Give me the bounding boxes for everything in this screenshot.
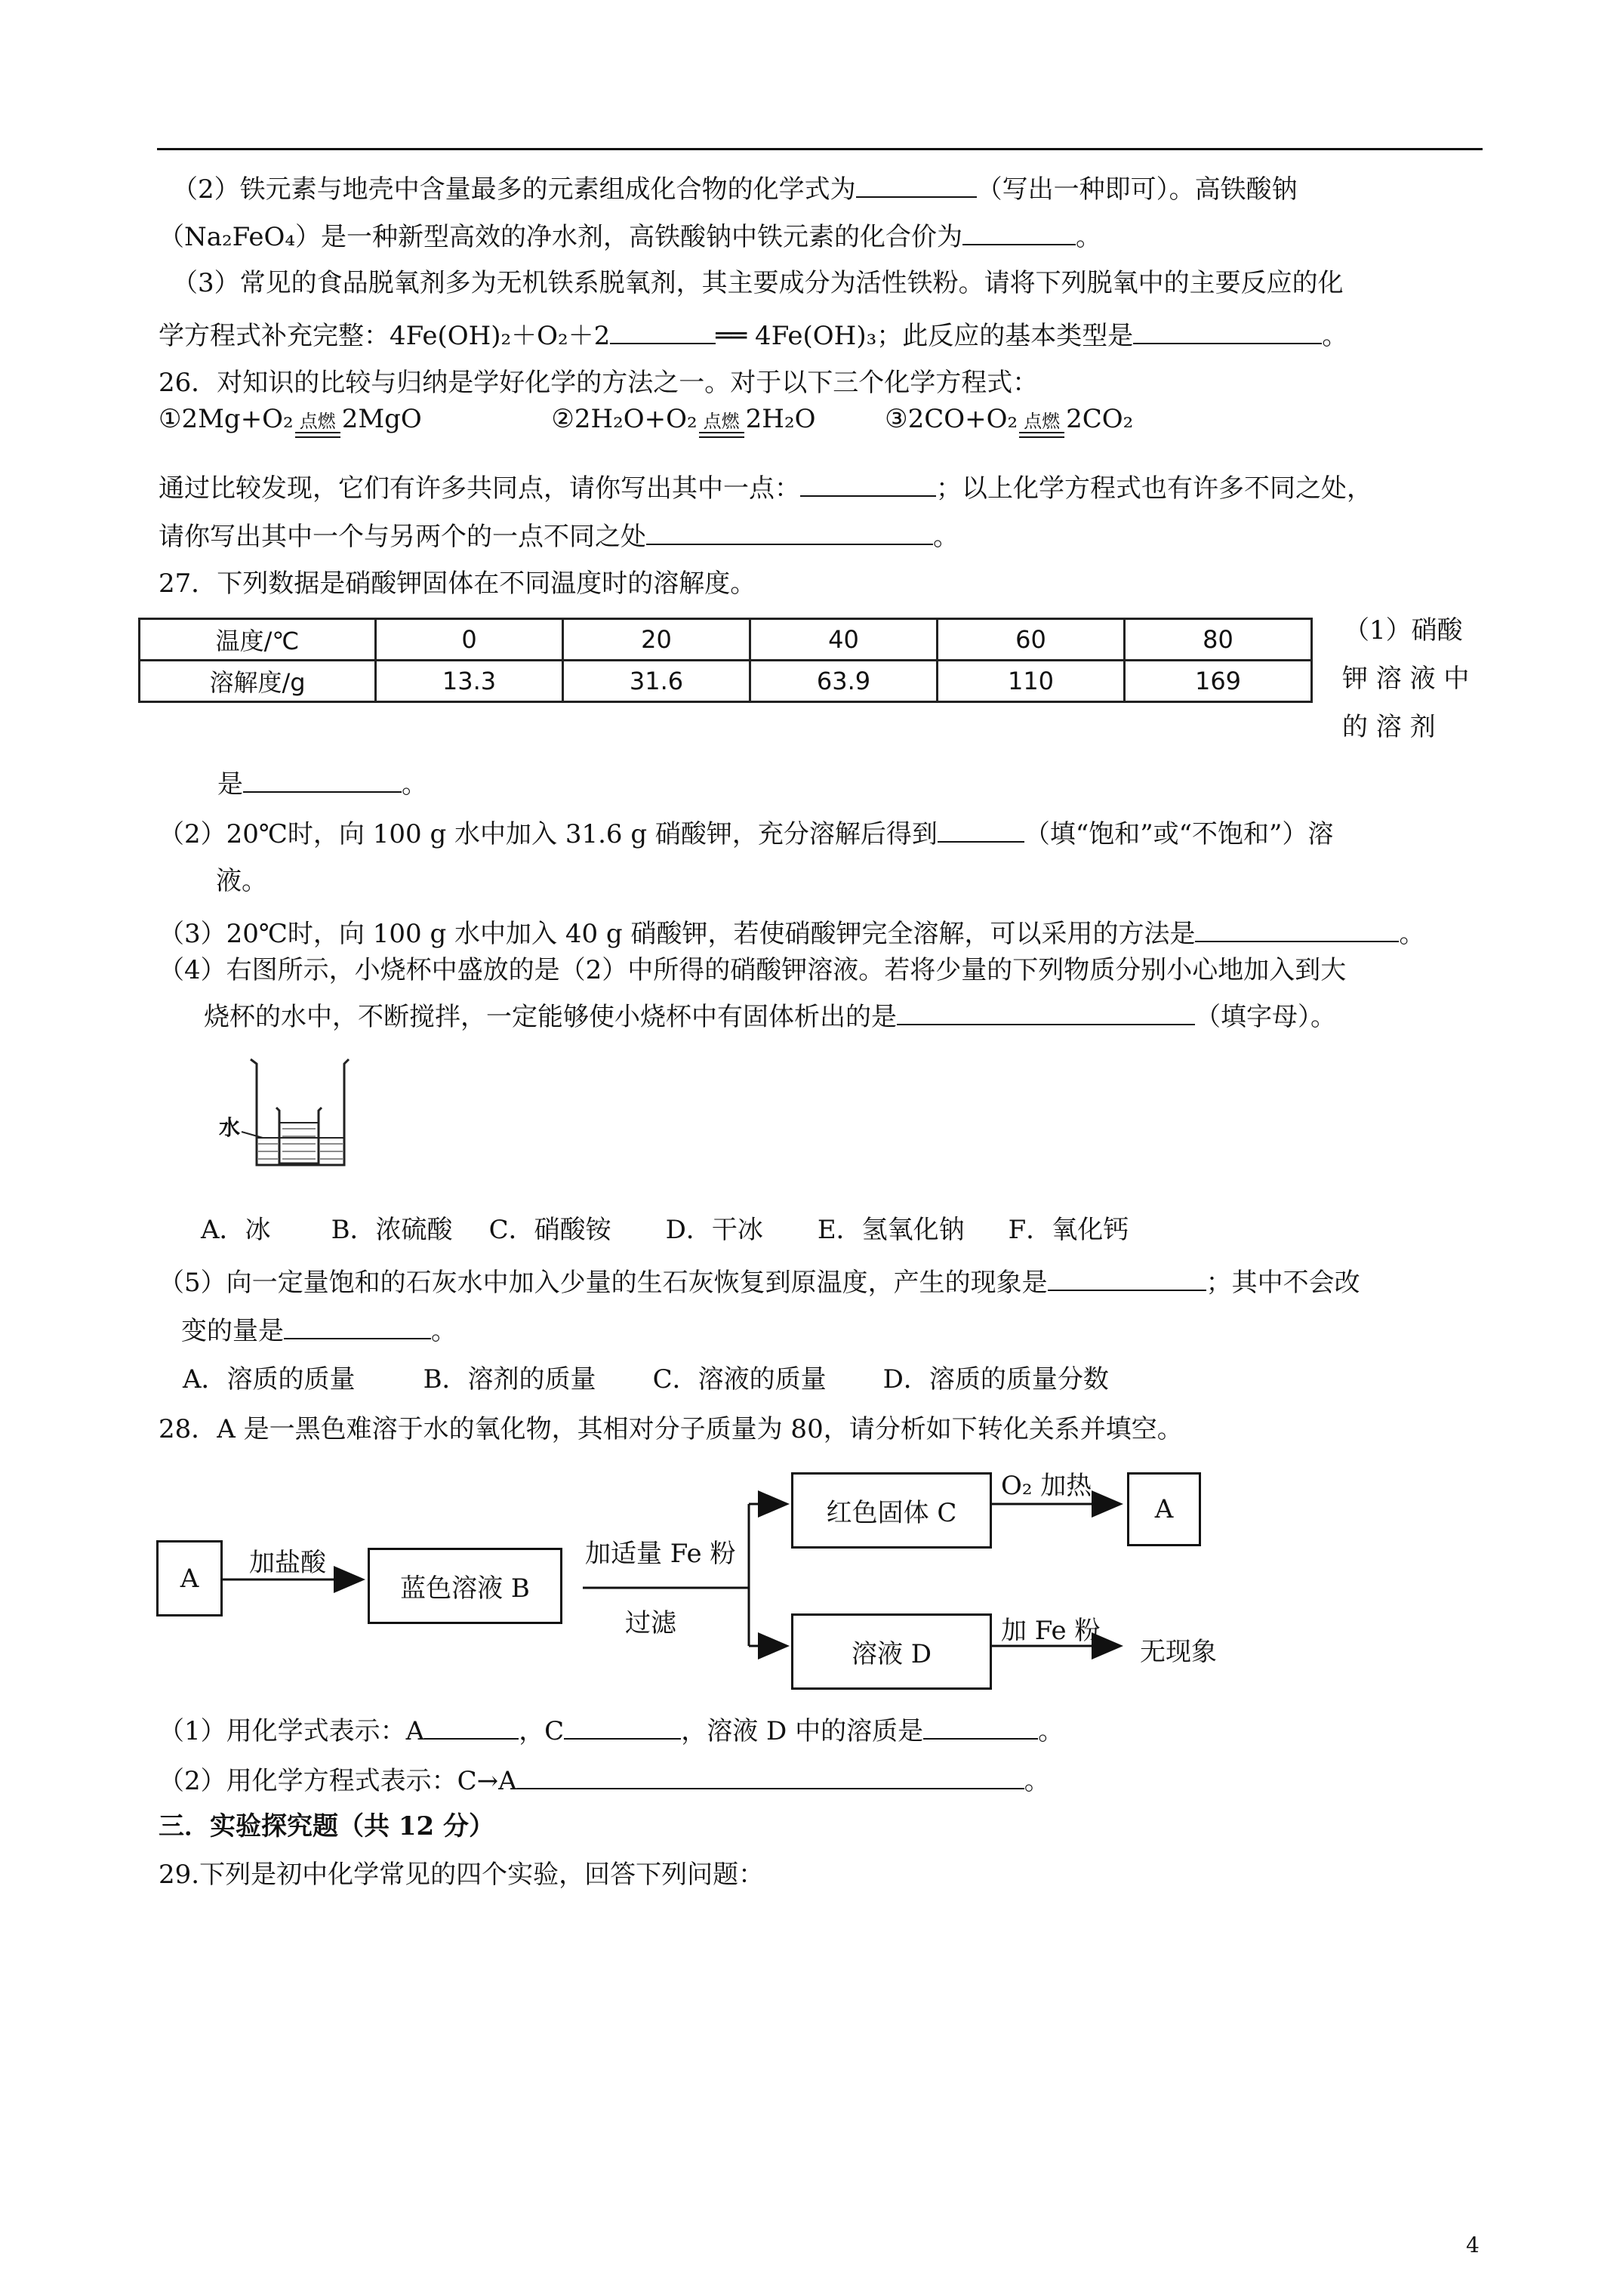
- flow-box-a: A: [156, 1540, 223, 1616]
- answer-blank[interactable]: [923, 1715, 1038, 1740]
- q27-intro: 27．下列数据是硝酸钾固体在不同温度时的溶解度。: [159, 569, 756, 599]
- table-cell: 63.9: [750, 661, 938, 702]
- flow-label-o2-heat: O₂ 加热: [1001, 1471, 1092, 1501]
- q28-p2: （2）用化学方程式表示：C→A 。: [159, 1766, 1050, 1796]
- flow-box-d: 溶液 D: [791, 1613, 992, 1690]
- q26-line3: 通过比较发现，它们有许多共同点，请你写出其中一点： ；以上化学方程式也有许多不同之处，: [159, 473, 1372, 504]
- flow-label-add-hcl: 加盐酸: [249, 1548, 326, 1578]
- table-cell: 20: [563, 619, 750, 661]
- option-a[interactable]: A．溶质的质量: [183, 1364, 356, 1395]
- table-cell: 40: [750, 619, 938, 661]
- q25-p2-line1: （2）铁元素与地壳中含量最多的元素组成化合物的化学式为 （写出一种即可）。高铁酸钠: [172, 174, 1298, 205]
- flow-result-no-change: 无现象: [1140, 1637, 1217, 1667]
- q27-side-2: 钾 溶 液 中: [1342, 664, 1470, 694]
- answer-blank[interactable]: [424, 1715, 519, 1740]
- page-number: 4: [1466, 2233, 1480, 2257]
- q28-p1: （1）用化学式表示：A ，C ，溶液 D 中的溶质是 。: [159, 1716, 1064, 1746]
- table-cell: 60: [938, 619, 1125, 661]
- option-a[interactable]: A．冰: [201, 1215, 271, 1245]
- table-cell: 13.3: [376, 661, 563, 702]
- q27-p1-end: 是 。: [217, 769, 427, 800]
- option-c[interactable]: C．溶液的质量: [652, 1364, 827, 1395]
- table-cell: 169: [1125, 661, 1312, 702]
- q27-p4-line1: （4）右图所示，小烧杯中盛放的是（2）中所得的硝酸钾溶液。若将少量的下列物质分别小心地加入到大: [159, 955, 1347, 985]
- q27-p2-line1: （2）20℃时，向 100 g 水中加入 31.6 g 硝酸钾，充分溶解后得到 （填“饱和”或“不饱和”）溶: [159, 819, 1334, 849]
- flow-box-b: 蓝色溶液 B: [368, 1548, 562, 1624]
- option-d[interactable]: D．干冰: [665, 1215, 763, 1245]
- flow-box-c: 红色固体 C: [791, 1472, 992, 1549]
- q27-p5-line1: （5）向一定量饱和的石灰水中加入少量的生石灰恢复到原温度，产生的现象是 ；其中不会改: [159, 1268, 1360, 1298]
- q29-intro: 29.下列是初中化学常见的四个实验，回答下列问题：: [159, 1860, 765, 1890]
- table-cell: 0: [376, 619, 563, 661]
- q27-side-3: 的 溶 剂: [1342, 712, 1436, 742]
- option-e[interactable]: E．氢氧化钠: [817, 1215, 965, 1245]
- q27-p2-line2: 液。: [216, 866, 267, 896]
- q26-intro: 26．对知识的比较与归纳是学好化学的方法之一。对于以下三个化学方程式：: [159, 368, 1039, 398]
- condition-arrow: 点燃: [295, 412, 340, 438]
- flow-box-a2: A: [1127, 1472, 1201, 1546]
- option-b[interactable]: B．溶剂的质量: [423, 1364, 596, 1395]
- condition-arrow: 点燃: [1019, 412, 1064, 438]
- table-header-solubility: 溶解度/g: [140, 661, 376, 702]
- flow-label-filter: 过滤: [625, 1608, 676, 1638]
- answer-blank[interactable]: [564, 1715, 681, 1740]
- option-d[interactable]: D．溶质的质量分数: [882, 1364, 1109, 1395]
- option-f[interactable]: F．氧化钙: [1008, 1215, 1129, 1245]
- q26-line4: 请你写出其中一个与另两个的一点不同之处 。: [159, 522, 959, 552]
- condition-arrow: 点燃: [699, 412, 744, 438]
- table-header-temp: 温度/℃: [140, 619, 376, 661]
- beaker-water-label: 水: [219, 1115, 241, 1140]
- q27-p3: （3）20℃时，向 100 g 水中加入 40 g 硝酸钾，若使硝酸钾完全溶解，可以采用的方法是 。: [159, 919, 1425, 949]
- flow-label-add-fe: 加适量 Fe 粉: [585, 1539, 736, 1569]
- table-cell: 31.6: [563, 661, 750, 702]
- table-cell: 110: [938, 661, 1125, 702]
- q25-p2-line2: （Na₂FeO₄）是一种新型高效的净水剂，高铁酸钠中铁元素的化合价为 。: [159, 222, 1102, 252]
- q27-side-1: （1）硝酸: [1344, 615, 1463, 646]
- q27-p5-line2: 变的量是 。: [181, 1316, 457, 1346]
- option-b[interactable]: B．浓硫酸: [331, 1215, 453, 1245]
- q27-p4-line2: 烧杯的水中，不断搅拌，一定能够使小烧杯中有固体析出的是 （填字母）。: [204, 1002, 1336, 1032]
- flow-label-add-fe-powder: 加 Fe 粉: [1001, 1616, 1101, 1646]
- table-cell: 80: [1125, 619, 1312, 661]
- section-3-heading: 三．实验探究题（共 12 分）: [159, 1811, 494, 1841]
- answer-blank[interactable]: [517, 1765, 1024, 1789]
- q28-intro: 28．A 是一黑色难溶于水的氧化物，其相对分子质量为 80，请分析如下转化关系并填空。: [159, 1414, 1183, 1444]
- q25-p3-line2: 学方程式补充完整：4Fe(OH)₂＋O₂＋2 ══ 4Fe(OH)₃；此反应的基本类型是 。: [159, 321, 1348, 351]
- q26-equations: ①2Mg+O₂ 点燃 2MgO ②2H₂O+O₂ 点燃 2H₂O ③2CO+O₂ 点燃 2CO₂: [159, 406, 1133, 438]
- q25-p3-line1: （3）常见的食品脱氧剂多为无机铁系脱氧剂，其主要成分为活性铁粉。请将下列脱氧中的主要反应的化: [172, 268, 1344, 298]
- option-c[interactable]: C．硝酸铵: [488, 1215, 611, 1245]
